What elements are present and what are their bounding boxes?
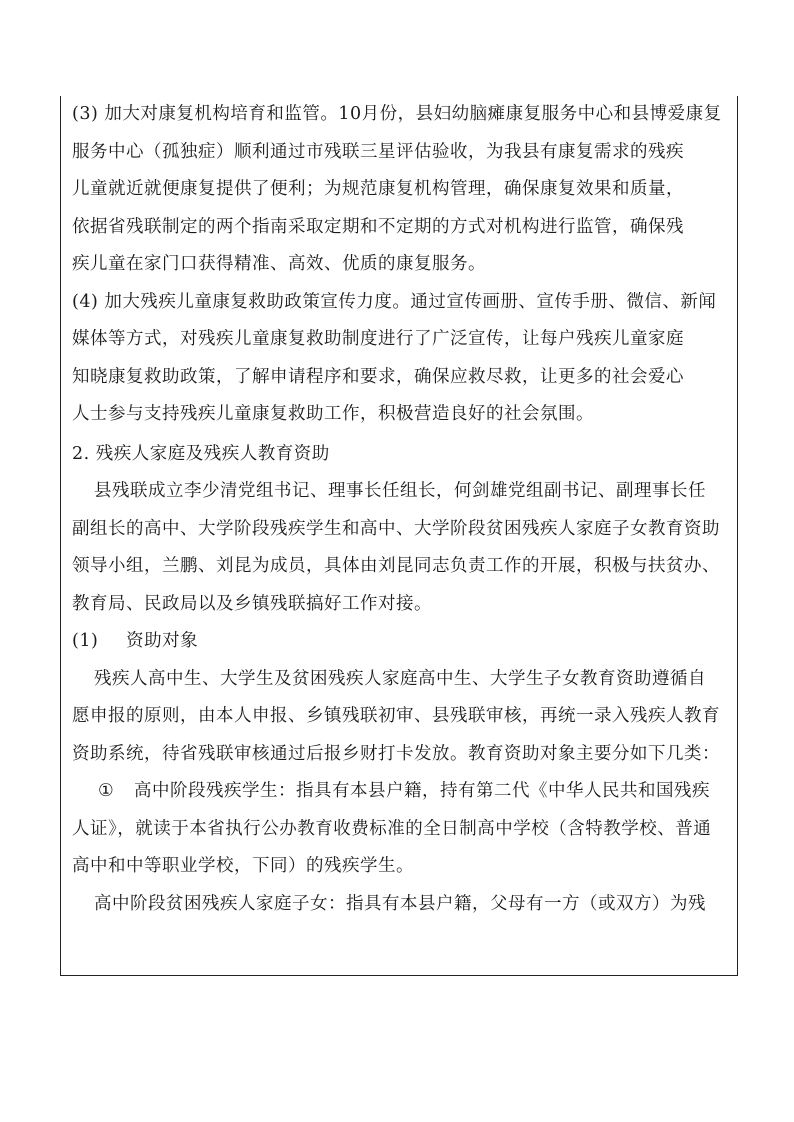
text-line: 人证》，就读于本省执行公办教育收费标准的全日制高中学校（含特教学校、普通 — [72, 818, 712, 839]
text-line: 领导小组，兰鹏、刘昆为成员，具体由刘昆同志负责工作的开展，积极与扶贫办、 — [72, 556, 720, 576]
text-line: 愿申报的原则，由本人申报、乡镇残联初审、县残联审核，再统一录入残疾人教育 — [72, 706, 720, 726]
section-4-paragraph — [72, 284, 732, 434]
text-line: 残疾人高中生、大学生及贫困残疾人家庭高中生、大学生子女教育资助遵循自 — [94, 668, 706, 689]
subheading-label: 资助对象 — [126, 631, 199, 651]
section-2-heading — [72, 436, 732, 474]
text-line: 服务中心（孤独症）顺利通过市残联三星评估验收，为我县有康复需求的残疾 — [72, 141, 684, 162]
targets-paragraph — [72, 661, 732, 774]
circled-number-marker: ① — [98, 781, 115, 801]
text-line: 高中和中等职业学校，下同）的残疾学生。 — [72, 856, 414, 876]
heading-text: 2. 残疾人家庭及残疾人教育资助 — [72, 443, 330, 464]
text-line: 依据省残联制定的两个指南采取定期和不定期的方式对机构进行监管，确保残 — [72, 216, 684, 237]
text-line: 疾儿童在家门口获得精准、高效、优质的康复服务。 — [72, 254, 486, 274]
item-1-paragraph — [72, 773, 732, 886]
text-line: 媒体等方式，对残疾儿童康复救助制度进行了广泛宣传，让每户残疾儿童家庭 — [72, 329, 684, 349]
text-line: 高中阶段贫困残疾人家庭子女：指具有本县户籍，父母有一方（或双方）为残 — [94, 893, 706, 914]
text-line: 教育局、民政局以及乡镇残联搞好工作对接。 — [72, 593, 432, 614]
document-body — [72, 96, 732, 923]
subheading-number: (1) — [72, 631, 99, 651]
text-line: 人士参与支持残疾儿童康复救助工作，积极营造良好的社会氛围。 — [72, 404, 594, 424]
poor-family-paragraph — [72, 886, 732, 924]
text-line: 资助系统，待省残联审核通过后报乡财打卡发放。教育资助对象主要分如下几类： — [72, 743, 720, 764]
text-line: 知晓康复救助政策，了解申请程序和要求，确保应救尽救，让更多的社会爱心 — [72, 366, 684, 387]
leader-group-paragraph — [72, 473, 732, 623]
text-line: 副组长的高中、大学阶段残疾学生和高中、大学阶段贫困残疾人家庭子女教育资助 — [72, 518, 720, 539]
text-line: (3) 加大对康复机构培育和监管。10月份，县妇幼脑瘫康复服务中心和县博爱康复 — [72, 104, 722, 124]
text-line: (4) 加大残疾儿童康复救助政策宣传力度。通过宣传画册、宣传手册、微信、新闻 — [72, 291, 717, 312]
text-line: 高中阶段残疾学生：指具有本县户籍，持有第二代《中华人民共和国残疾 — [134, 781, 710, 801]
section-3-paragraph — [72, 96, 732, 284]
subheading-funding-targets — [72, 623, 732, 661]
text-line: 儿童就近就便康复提供了便利；为规范康复机构管理，确保康复效果和质量， — [72, 179, 684, 199]
text-line: 县残联成立李少清党组书记、理事长任组长，何剑雄党组副书记、副理事长任 — [94, 481, 706, 501]
